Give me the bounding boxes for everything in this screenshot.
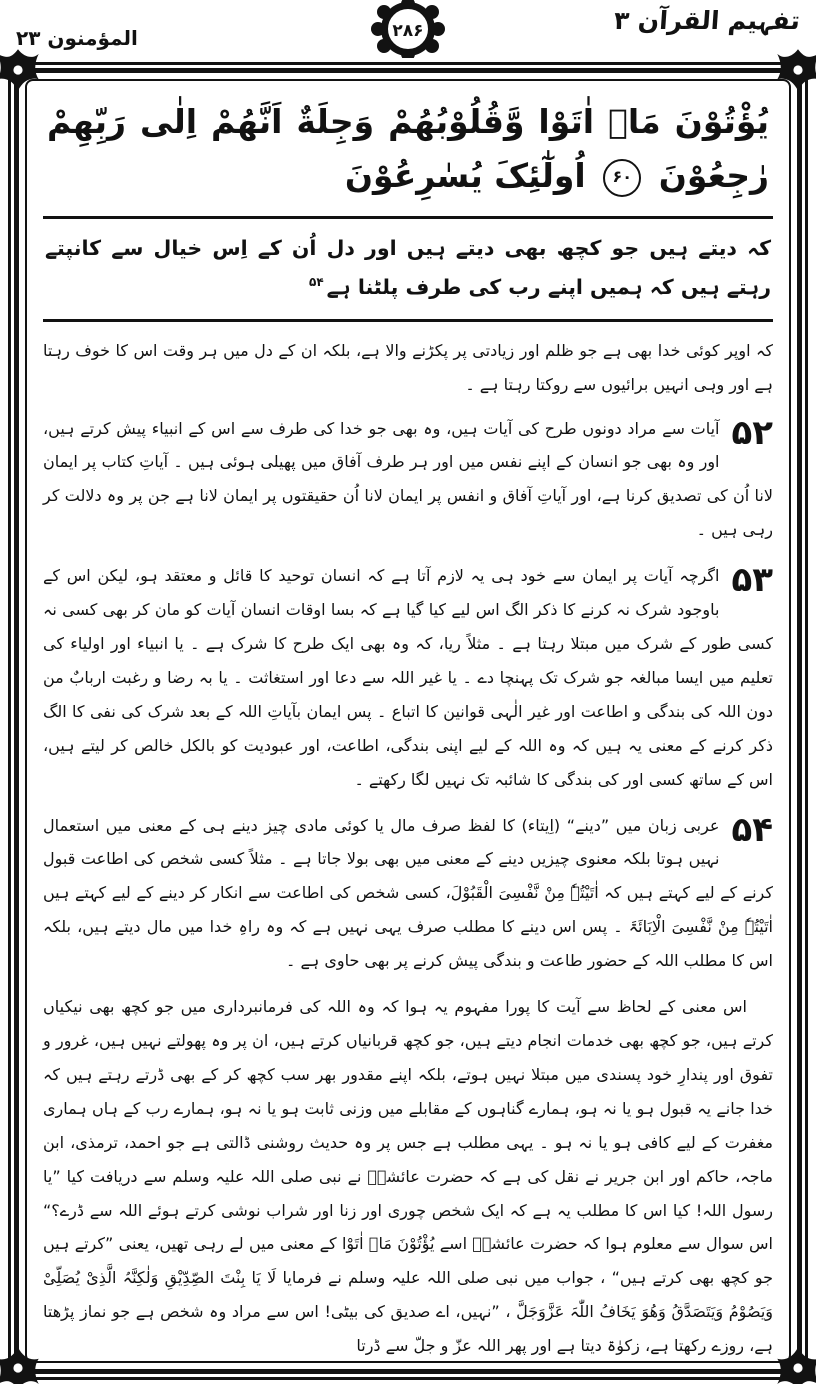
page-number: ۲۸۶: [392, 21, 424, 41]
corner-ornament-icon: [775, 1345, 816, 1384]
surah-title: المؤمنون ۲۳: [16, 26, 138, 50]
footnote-number: ۵۲: [731, 412, 773, 453]
footnote-number: ۵۳: [731, 560, 773, 601]
corner-ornament-icon: [775, 47, 816, 93]
footnote-text: آیات سے مراد دونوں طرح کی آیات ہیں، وہ بھی جو خدا کی طرف سے اس کے انبیاء پیش کرتے ہیں، اور وہ بھی جو انسان کے اپنے نفس میں اور ہر طرف آفاق میں پھیلی ہوئی ہیں ۔ آیاتِ کتاب پر ایمان لانا اُن کی تصدیق کرنا ہے، اور آیاتِ آفاق و انفس پر ایمان لانا اُن حقیقتوں پر ایمان لانا ہے جن پر وہ دلالت کر رہی ہیں ۔: [43, 418, 773, 540]
corner-ornament-icon: [0, 1345, 41, 1384]
footnote-54: [43, 809, 773, 979]
book-title: تفہیم القرآن ۳: [613, 6, 802, 35]
page-number-medallion: [360, 0, 456, 58]
footnote-52: [43, 412, 773, 548]
urdu-translation: [43, 219, 773, 322]
verse-text-part1: یُؤْتُوْنَ مَاۤ اٰتَوْا وَّقُلُوْبُهُمْ وَجِلَةٌ اَنَّهُمْ اِلٰی رَبِّهِمْ رٰجِعُوْنَ: [47, 102, 769, 196]
page-header: [14, 4, 802, 60]
verse-text-part2: اُولٰٓئِکَ یُسٰرِعُوْنَ: [344, 156, 586, 196]
translation-text: کہ دیتے ہیں جو کچھ بھی دیتے ہیں اور دل اُن کے اِس خیال سے کانپتے رہتے ہیں کہ ہمیں اپنے رب کی طرف پلٹنا ہے: [45, 235, 771, 299]
commentary-body: [43, 322, 773, 1361]
footnote-text: اگرچہ آیات پر ایمان سے خود ہی یہ لازم آتا ہے کہ انسان توحید کا قائل و معتقد ہو، لیکن اس کے باوجود شرک نہ کرنے کا ذکر الگ اس لیے کیا گیا ہے کہ بسا اوقات انسان آیات کو مان کر بھی کسی نہ کسی طور کے شرک میں مبتلا رہتا ہے ۔ مثلاً ریا، کہ وہ بھی ایک طرح کا شرک ہے ۔ یا انبیاء اور اولیاء کی تعلیم میں ایسا مبالغہ جو شرک تک پہنچا دے ۔ یا غیر اللہ سے دعا اور استغاثت ۔ یا بہ رضا و رغبت اربابٌ من دون اللہ کی بندگی و اطاعت اور غیر الٰہی قوانین کا اتباع ۔ پس ایمان بآیاتِ اللہ کے بعد شرک کی نفی کا الگ ذکر کرنے کے معنی یہ ہیں کہ وہ اللہ کے لیے اپنی بندگی، اطاعت، اور عبودیت کو بالکل خالص کر لیتے ہیں، اس کے ساتھ کسی اور کی بندگی کا شائبہ تک نہیں لگا رکھتے ۔: [43, 566, 773, 789]
footnote-number: ۵۴: [731, 809, 773, 850]
page-frame: [8, 62, 808, 1380]
footnote-53: [43, 559, 773, 796]
quran-verse: [43, 93, 773, 219]
page-content: [27, 81, 789, 1361]
continuation-paragraph: کہ اوپر کوئی خدا بھی ہے جو ظلم اور زیادتی پر پکڑنے والا ہے، بلکہ ان کے دل میں ہر وقت اس کا خوف رہتا ہے اور وہی انہیں برائیوں سے روکتا رہتا ہے ۔: [43, 340, 773, 394]
medallion-ornament-icon: [360, 0, 456, 58]
footnote-reference: ۵۴: [309, 274, 324, 289]
closing-paragraph: اس معنی کے لحاظ سے آیت کا پورا مفہوم یہ ہوا کہ وہ اللہ کی فرمانبرداری میں جو کچھ بھی نیکیاں کرتے ہیں، جو کچھ بھی خدمات انجام دیتے ہیں، جو کچھ قربانیاں کرتے ہیں، ان پر وہ پھولتے نہیں ہیں، غرور و تفوق اور پندارِ خود پسندی میں مبتلا نہیں ہوتے، بلکہ اپنے مقدور بھر سب کچھ کر کے بھی ڈرتے رہتے ہیں کہ خدا جانے یہ قبول ہو یا نہ ہو، ہمارے گناہوں کے مقابلے میں وزنی ثابت ہو یا نہ ہو، ہمارے رب کے ہاں ہماری مغفرت کے لیے کافی ہو یا نہ ہو ۔ یہی مطلب ہے جس پر وہ حدیث روشنی ڈالتی ہے جو احمد، ترمذی، ابن ماجہ، حاکم اور ابن جریر نے نقل کی ہے کہ حضرت عائشہؓ نے نبی صلی اللہ علیہ وسلم سے دریافت کیا ”یا رسول اللہ! کیا اس کا مطلب یہ ہے کہ ایک شخص چوری اور زنا اور شراب نوشی کرتے ہوئے اللہ سے ڈرے؟“ اس سوال سے معلوم ہوا کہ حضرت عائشہؓ اسے یُؤْتُوْنَ مَاۤ اٰتَوْا کے معنی میں لے رہی تھیں، یعنی ”کرتے ہیں جو کچھ بھی کرتے ہیں“ ، جواب میں نبی صلی اللہ علیہ وسلم نے فرمایا لَا یَا بِنْتَ الصِّدِّیْقِ وَلٰکِنَّہُ الَّذِیْ یُصَلِّیْ وَیَصُوْمُ وَیَتَصَدَّقُ وَھُوَ یَخَافُ اللّٰہَ عَزَّوَجَلَّ ، ”نہیں، اے صدیق کی بیٹی! اس سے مراد وہ شخص ہے جو نماز پڑھتا ہے، روزے رکھتا ہے، زکوٰۃ دیتا ہے اور پھر اللہ عزّ و جلّ سے ڈرتا: [43, 997, 774, 1356]
corner-ornament-icon: [0, 47, 41, 93]
footnote-text: عربی زبان میں ”دینے“ (اِیتاء) کا لفظ صرف مال یا کوئی مادی چیز دینے ہی کے معنی میں استعمال نہیں ہوتا بلکہ معنوی چیزیں دینے کے معنی میں بھی بولا جاتا ہے ۔ مثلاً کسی شخص کی اطاعت قبول کرنے کے لیے کہتے ہیں کہ اٰتَیْتُہٗ مِنْ نَّفْسِیَ الْقَبُوْلَ، کسی شخص کی اطاعت سے انکار کر دینے کے لیے کہتے ہیں اٰتَیْتُہٗ مِنْ نَّفْسِیَ الْاِبَائَۃَ ۔ پس اس دینے کا مطلب صرف یہی نہیں ہے کہ وہ راہِ خدا میں مال دیتے ہیں، بلکہ اس کا مطلب اللہ کے حضور طاعت و بندگی پیش کرنے پر بھی حاوی ہے ۔: [43, 815, 774, 971]
ayah-number-marker: ۶۰: [603, 159, 641, 197]
